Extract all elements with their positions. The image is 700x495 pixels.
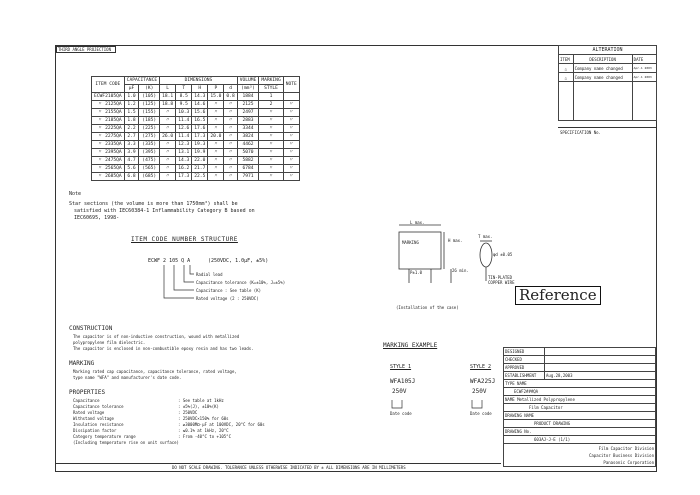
property-name: Capacitance tolerance <box>73 404 124 409</box>
spec-cell-d: 〃 <box>224 101 237 109</box>
drawing-caption: (Installation of the case) <box>396 305 459 310</box>
spec-table-row <box>92 93 300 101</box>
properties-title: PROPERTIES <box>69 389 106 396</box>
marking-line-2: type name "WFA" and manufacturer's date code. <box>73 375 182 380</box>
spec-cell-d: 〃 <box>224 149 237 157</box>
spec-cell-d: 〃 <box>224 141 237 149</box>
spec-cell-d: 〃 <box>224 109 237 117</box>
spec-cell-T: 12.6 <box>176 125 192 133</box>
spec-cell-vol: 6784 <box>237 165 259 173</box>
spec-table-row <box>92 133 300 141</box>
spec-cell-note: 〃 <box>283 133 299 141</box>
spec-cell-uf: 4.7 <box>124 157 139 165</box>
spec-table-row <box>92 149 300 157</box>
note-title: Note <box>69 191 82 197</box>
spec-cell-uf: 1.0 <box>124 93 139 101</box>
spec-cell-H: 17.6 <box>192 125 208 133</box>
spec-cell-k: (335) <box>139 141 160 149</box>
spec-cell-style: 〃 <box>259 149 283 157</box>
construction-title: CONSTRUCTION <box>69 325 113 332</box>
tb-designed-label: DESIGNED <box>504 348 545 356</box>
tb-drawing-name-label: DRAWING NAME <box>505 413 534 418</box>
spec-cell-d: 0.8 <box>224 93 237 101</box>
spec-cell-d: 〃 <box>224 165 237 173</box>
property-value: : 250VDC×150% for 60s <box>178 416 229 421</box>
construction-line-3: The capacitor is enclosed in non-combustible epoxy resin and has two leads. <box>73 346 254 351</box>
spec-cell-k: (395) <box>139 149 160 157</box>
p-label: P±1.0 <box>410 270 423 275</box>
spec-cell-P: 〃 <box>208 125 224 133</box>
spec-cell-H: 14.3 <box>192 93 208 101</box>
spec-cell-T: 13.1 <box>176 149 192 157</box>
spec-cell-note: 〃 <box>283 125 299 133</box>
spec-cell-P: 20.0 <box>208 133 224 141</box>
spec-cell-uf: 3.3 <box>124 141 139 149</box>
reference-stamp: Reference <box>515 286 601 305</box>
style-2-label: STYLE 2 <box>470 364 492 370</box>
spec-cell-P: 〃 <box>208 149 224 157</box>
d-label: φd ±0.05 <box>493 252 513 257</box>
property-name: Insulation resistance <box>73 422 124 427</box>
spec-cell-note: 〃 <box>283 141 299 149</box>
spec-table <box>91 76 300 181</box>
spec-header-dim-p: P <box>208 85 224 93</box>
note-line-1: Star sections (the volume is more than 1750mm³) shall be <box>69 201 238 207</box>
spec-cell-vol: 7971 <box>237 173 259 181</box>
spec-header-uf: μF <box>124 85 139 93</box>
spec-header-volume: VOLUME <box>237 77 259 85</box>
tb-company-2: Capacitor Business Division <box>588 452 654 458</box>
spec-header-marking: MARKING <box>259 77 283 85</box>
alteration-header-description: DESCRIPTION <box>573 55 632 64</box>
spec-cell-k: (225) <box>139 125 160 133</box>
spec-cell-style: 〃 <box>259 109 283 117</box>
legend-item-3: Capacitance : See table (K) <box>196 288 262 293</box>
construction-line-2: polypropylene film dielectric. <box>73 340 146 345</box>
tb-name-label: NAME <box>505 397 515 402</box>
tb-approved-label: APPROVED <box>504 364 545 372</box>
spec-cell-T: 16.2 <box>176 165 192 173</box>
item-code-leader-lines <box>150 264 210 310</box>
tb-drawing-name: PRODUCT DRAWING <box>534 421 571 426</box>
spec-cell-code: 〃 2685QA <box>92 173 125 181</box>
style-1-line-1: WFA105J <box>390 378 416 385</box>
spec-cell-code: 〃 2475QA <box>92 157 125 165</box>
spec-cell-P: 〃 <box>208 101 224 109</box>
specification-no-label: SPECIFICATION No. <box>560 130 601 135</box>
spec-cell-d: 〃 <box>224 173 237 181</box>
spec-cell-L: 18.1 <box>160 93 176 101</box>
spec-cell-uf: 1.2 <box>124 101 139 109</box>
spec-header-dim-h: H <box>192 85 208 93</box>
spec-cell-H: 19.9 <box>192 149 208 157</box>
spec-cell-T: 9.5 <box>176 101 192 109</box>
spec-cell-vol: 2125 <box>237 101 259 109</box>
marking-area-label: MARKING <box>402 240 419 245</box>
title-block <box>503 347 656 467</box>
spec-cell-code: 〃 2565QA <box>92 165 125 173</box>
property-name: Withstand voltage <box>73 416 114 421</box>
property-name: (Including temperature rise on unit surface) <box>73 440 179 445</box>
projection-label: THIRD ANGLE PROJECTION <box>58 47 111 52</box>
spec-cell-L: 〃 <box>160 165 176 173</box>
spec-header-capacitance: CAPACITANCE <box>124 77 159 85</box>
spec-cell-T: 11.4 <box>176 133 192 141</box>
marking-line-1: Marking rated cap capacitance, capacitance tolerance, rated voltage, <box>73 369 237 374</box>
item-code-example-desc: (250VDC, 1.0μF, ±5%) <box>208 258 269 264</box>
spec-cell-vol: 2497 <box>237 109 259 117</box>
spec-cell-k: (155) <box>139 109 160 117</box>
legend-item-4: Rated voltage (2 : 250VDC) <box>196 296 259 301</box>
spec-cell-H: 16.5 <box>192 117 208 125</box>
spec-cell-note: 〃 <box>283 149 299 157</box>
tb-company-3: Panasonic Corporation <box>603 459 654 465</box>
property-value: : ±5%(J), ±10%(K) <box>178 404 219 409</box>
spec-table-row <box>92 125 300 133</box>
spec-cell-uf: 3.9 <box>124 149 139 157</box>
spec-cell-k: (125) <box>139 101 160 109</box>
tb-drawing-no-label: DRAWING No. <box>505 429 532 434</box>
spec-cell-note: 〃 <box>283 109 299 117</box>
spec-cell-L: 〃 <box>160 149 176 157</box>
spec-cell-vol: 5070 <box>237 149 259 157</box>
spec-cell-P: 〃 <box>208 109 224 117</box>
spec-cell-note: 〃 <box>283 157 299 165</box>
property-name: Capacitance <box>73 398 100 403</box>
spec-cell-note: 〃 <box>283 117 299 125</box>
spec-cell-L: 〃 <box>160 125 176 133</box>
spec-cell-L: 〃 <box>160 173 176 181</box>
spec-cell-k: (275) <box>139 133 160 141</box>
note-line-2: satisfied with IEC60384-1 Inflammability Category B based on <box>74 208 255 214</box>
spec-cell-vol: 2883 <box>237 117 259 125</box>
spec-cell-k: (685) <box>139 173 160 181</box>
spec-cell-H: 17.3 <box>192 133 208 141</box>
spec-header-note: NOTE <box>283 77 299 93</box>
spec-cell-style: 1 <box>259 93 283 101</box>
spec-cell-style: 〃 <box>259 125 283 133</box>
spec-table-row <box>92 165 300 173</box>
spec-header-dim-l: L <box>160 85 176 93</box>
spec-cell-note <box>283 93 299 101</box>
spec-header-dim-t: T <box>176 85 192 93</box>
spec-header-volume-unit: (mm³) <box>237 85 259 93</box>
property-value: : ≤0.1% at 1kHz, 20°C <box>178 428 229 433</box>
spec-cell-T: 14.3 <box>176 157 192 165</box>
spec-cell-d: 〃 <box>224 117 237 125</box>
property-value: : 250VDC <box>178 410 198 415</box>
spec-cell-L: 26.0 <box>160 133 176 141</box>
spec-cell-H: 15.6 <box>192 109 208 117</box>
tb-checked-label: CHECKED <box>504 356 545 364</box>
spec-cell-k: (105) <box>139 93 160 101</box>
spec-cell-style: 〃 <box>259 165 283 173</box>
tb-established-label: ESTABLISHMENT <box>504 372 545 380</box>
spec-cell-style: 〃 <box>259 173 283 181</box>
spec-cell-H: 22.0 <box>192 157 208 165</box>
spec-table-row <box>92 101 300 109</box>
item-code-example: ECWF 2 105 Q A <box>148 258 191 264</box>
spec-cell-P: 〃 <box>208 173 224 181</box>
spec-cell-H: 22.5 <box>192 173 208 181</box>
spec-cell-H: 14.6 <box>192 101 208 109</box>
property-value: : ≥3000MΩ·μF at 100VDC, 20°C for 60s <box>178 422 265 427</box>
spec-cell-uf: 2.7 <box>124 133 139 141</box>
spec-cell-code: 〃 2275QA <box>92 133 125 141</box>
spec-cell-uf: 1.5 <box>124 109 139 117</box>
marking-title: MARKING <box>69 360 95 367</box>
construction-line-1: The capacitor is of non-inductive construction, wound with metallized <box>73 334 240 339</box>
spec-cell-T: 17.3 <box>176 173 192 181</box>
spec-rule <box>558 127 657 128</box>
style-1-line-2: 250V <box>392 388 407 395</box>
spec-cell-P: 15.0 <box>208 93 224 101</box>
spec-cell-style: 〃 <box>259 133 283 141</box>
alteration-row-2-item: △ <box>559 73 574 82</box>
tb-name-value-2: Film Capacitor <box>529 405 563 410</box>
t-max-label: T max. <box>478 234 493 239</box>
spec-cell-k: (565) <box>139 165 160 173</box>
spec-cell-code: 〃 2395QA <box>92 149 125 157</box>
spec-header-dim-d: d <box>224 85 237 93</box>
spec-cell-style: 〃 <box>259 141 283 149</box>
alteration-row-1-item: △ <box>559 64 574 73</box>
spec-cell-note: 〃 <box>283 173 299 181</box>
spec-table-row <box>92 109 300 117</box>
spec-cell-style: 〃 <box>259 157 283 165</box>
spec-cell-code: 〃 2185QA <box>92 117 125 125</box>
spec-table-row <box>92 173 300 181</box>
tb-type-name-label: TYPE NAME <box>505 381 527 386</box>
spec-cell-H: 19.3 <box>192 141 208 149</box>
spec-cell-H: 21.7 <box>192 165 208 173</box>
spec-cell-L: 〃 <box>160 109 176 117</box>
spec-cell-P: 〃 <box>208 117 224 125</box>
spec-cell-style: 〃 <box>259 117 283 125</box>
property-name: Dissipation factor <box>73 428 117 433</box>
tb-established-date: Aug.28,2003 <box>545 372 656 380</box>
spec-table-row <box>92 141 300 149</box>
style-2-line-2: 250V <box>472 388 487 395</box>
property-name: Rated voltage <box>73 410 105 415</box>
spec-cell-uf: 6.8 <box>124 173 139 181</box>
spec-cell-L: 18.8 <box>160 101 176 109</box>
spec-cell-L: 〃 <box>160 117 176 125</box>
spec-table-row <box>92 157 300 165</box>
marking-example-title: MARKING EXAMPLE <box>383 342 438 349</box>
spec-cell-P: 〃 <box>208 141 224 149</box>
legend-item-1: Radial lead <box>196 272 223 277</box>
spec-cell-code: 〃 2335QA <box>92 141 125 149</box>
property-name: Category temperature range <box>73 434 136 439</box>
spec-cell-k: (185) <box>139 117 160 125</box>
spec-cell-code: 〃 2155QA <box>92 109 125 117</box>
item-code-structure-title: ITEM CODE NUMBER STRUCTURE <box>131 236 238 243</box>
spec-cell-code: 〃 2225QA <box>92 125 125 133</box>
spec-cell-uf: 1.8 <box>124 117 139 125</box>
spec-cell-L: 〃 <box>160 157 176 165</box>
spec-cell-P: 〃 <box>208 157 224 165</box>
style-1-date-code: Date code <box>390 411 412 416</box>
alteration-title: ALTERATION <box>559 46 657 55</box>
spec-cell-code: ECWF2105QA <box>92 93 125 101</box>
h-max-label: H max. <box>448 238 463 243</box>
spec-header-dimensions: DIMENSIONS <box>160 77 238 85</box>
spec-cell-T: 8.5 <box>176 93 192 101</box>
spec-header-item-code: ITEM CODE <box>92 77 125 93</box>
spec-cell-d: 〃 <box>224 125 237 133</box>
spec-cell-vol: 3824 <box>237 133 259 141</box>
tb-type-name: ECWF2###QA <box>514 389 539 394</box>
wire-label: TIN-PLATED COPPER WIRE <box>488 275 515 285</box>
spec-cell-uf: 2.2 <box>124 125 139 133</box>
property-value: : From -40°C to +105°C <box>178 434 231 439</box>
spec-cell-L: 〃 <box>160 141 176 149</box>
spec-table-row <box>92 117 300 125</box>
spec-cell-code: 〃 2125QA <box>92 101 125 109</box>
spec-cell-note: 〃 <box>283 165 299 173</box>
tb-name-value: Metallized Polypropylene <box>517 397 575 402</box>
alteration-header-item: ITEM <box>559 55 574 64</box>
style-2-line-1: WFA225J <box>470 378 496 385</box>
spec-cell-d: 〃 <box>224 133 237 141</box>
alteration-table <box>558 45 657 121</box>
spec-cell-vol: 3344 <box>237 125 259 133</box>
spec-cell-T: 12.3 <box>176 141 192 149</box>
alteration-row-2-desc: Company name changed <box>573 73 632 82</box>
spec-header-cap-code: (K) <box>139 85 160 93</box>
capacitor-outline-drawing <box>393 217 533 317</box>
spec-cell-P: 〃 <box>208 165 224 173</box>
spec-cell-T: 10.3 <box>176 109 192 117</box>
tb-company-1: Film Capacitor Division <box>598 445 654 451</box>
note-line-3: IEC60695, 1998- <box>74 215 120 221</box>
spec-cell-k: (475) <box>139 157 160 165</box>
alteration-row-2-date: Apr.1 2003 <box>632 73 656 82</box>
spec-cell-uf: 5.6 <box>124 165 139 173</box>
spec-cell-note: 〃 <box>283 101 299 109</box>
spec-cell-vol: 5882 <box>237 157 259 165</box>
footer-rule <box>56 463 501 464</box>
alteration-row-1-date: Apr.1 2003 <box>632 64 656 73</box>
footer-note: DO NOT SCALE DRAWING. TOLERANCE UNLESS OTHERWISE INDICATED BY ± ALL DIMENSIONS ARE IN MILLIMETERS <box>172 465 406 470</box>
spec-cell-vol: 1884 <box>237 93 259 101</box>
lead-length-label: 26 min. <box>452 268 469 273</box>
spec-cell-vol: 4462 <box>237 141 259 149</box>
style-1-label: STYLE 1 <box>390 364 412 370</box>
spec-header-marking-style: STYLE <box>259 85 283 93</box>
property-value: : See table at 1kHz <box>178 398 224 403</box>
alteration-row-1-desc: Company name changed <box>573 64 632 73</box>
legend-item-2: Capacitance tolerance (K=±10%, J=±5%) <box>196 280 286 285</box>
spec-cell-style: 2 <box>259 101 283 109</box>
style-2-date-code: Date code <box>470 411 492 416</box>
alteration-header-date: DATE <box>632 55 656 64</box>
spec-cell-d: 〃 <box>224 157 237 165</box>
tb-drawing-no: 603AJ-J-E (1/1) <box>534 437 571 442</box>
spec-cell-T: 11.4 <box>176 117 192 125</box>
l-max-label: L max. <box>410 220 425 225</box>
